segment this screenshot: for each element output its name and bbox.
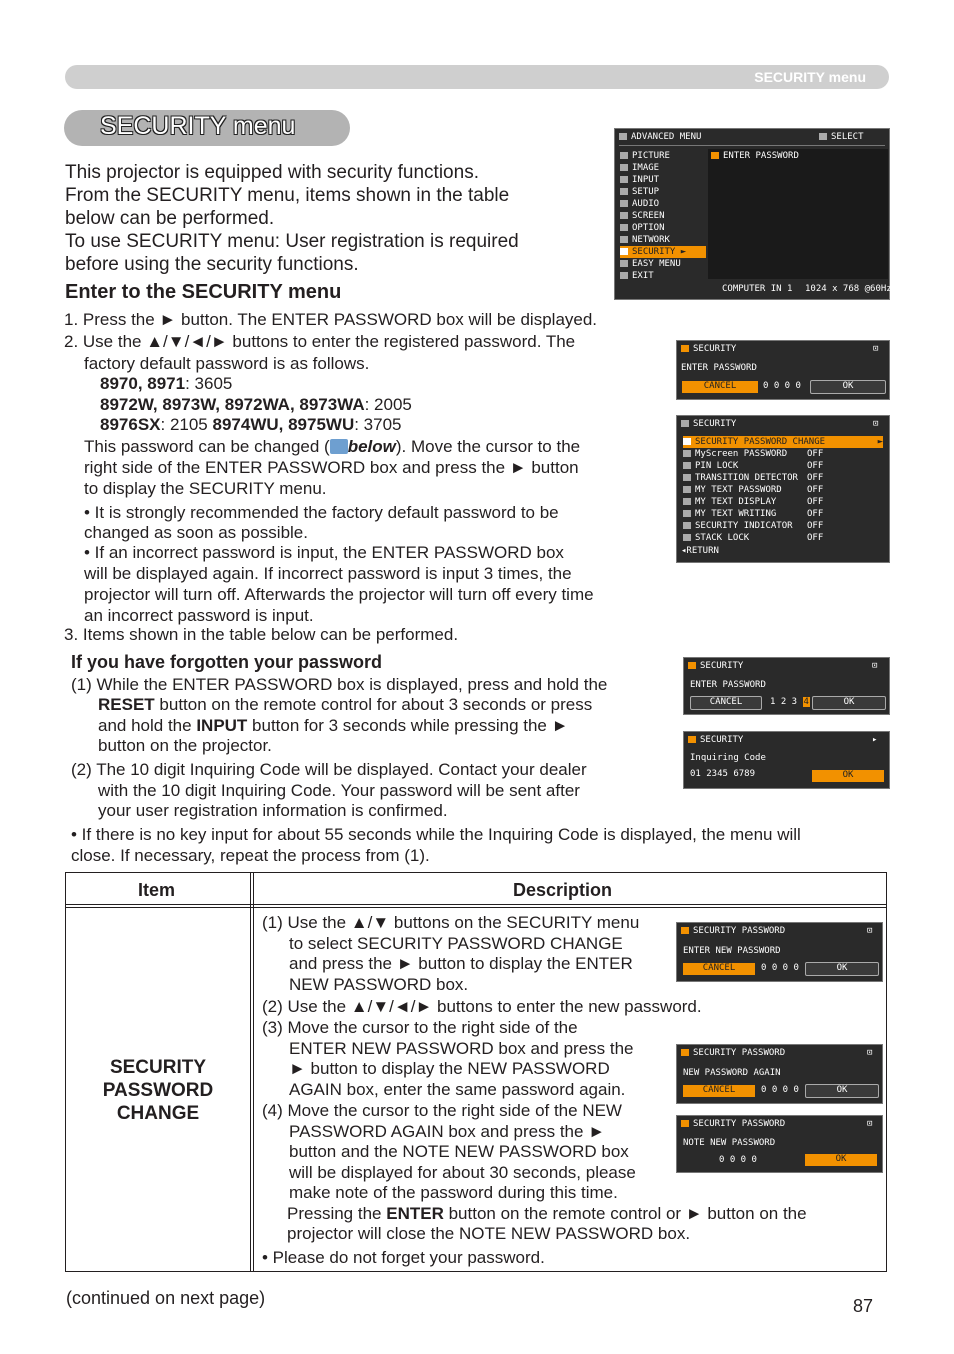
intro-line: To use SECURITY menu: User registration is required (65, 231, 519, 252)
adv-item-label: EXIT (632, 271, 654, 281)
menu-icon (619, 133, 627, 140)
adv-item-label: SETUP (632, 187, 660, 197)
cancel-button[interactable]: CANCEL (690, 696, 762, 710)
scr-label: Inquiring Code (690, 753, 766, 763)
adv-select-text: SELECT (831, 132, 864, 142)
exit-icon: ⊡ (872, 661, 878, 671)
return-label: RETURN (686, 546, 719, 556)
sec-item-label: TRANSITION DETECTOR (695, 473, 798, 483)
cancel-button[interactable]: CANCEL (682, 381, 758, 393)
change-line-2: right side of the ENTER PASSWORD box and press the ► button (84, 458, 579, 477)
input-icon (620, 176, 628, 183)
scr-title (681, 344, 736, 354)
pin-icon (683, 462, 691, 469)
cancel-button[interactable]: CANCEL (683, 1085, 755, 1097)
intro-paragraph (65, 161, 519, 276)
desc-line: button and the NOTE NEW PASSWORD box (289, 1142, 629, 1161)
adv-item-label: SECURITY (632, 247, 676, 257)
image-icon (620, 164, 628, 171)
col-desc-header: Description (513, 880, 613, 900)
note-new-password-screenshot (676, 1115, 883, 1173)
option-icon (620, 224, 628, 231)
adv-title (619, 132, 701, 142)
scr-title-text: SECURITY PASSWORD (693, 1048, 786, 1058)
key-icon (683, 438, 691, 445)
input-key: INPUT (196, 716, 248, 735)
desc-line: will be displayed for about 30 seconds, please (289, 1162, 636, 1182)
scr-label: ENTER PASSWORD (681, 363, 757, 373)
adv-item-label: PICTURE (632, 151, 670, 161)
advanced-menu-screenshot (614, 128, 890, 300)
forgot-note-b: close. If necessary, repeat the process from (1). (71, 846, 430, 865)
intro-line: This projector is equipped with security functions. (65, 162, 479, 183)
lock-icon (681, 927, 689, 934)
sec-item[interactable] (683, 448, 883, 460)
forgot-text: button on the remote control for about 3 seconds or press (154, 695, 593, 714)
sec-item-label: STACK LOCK (695, 533, 750, 543)
forgot-2a: (2) The 10 digit Inquiring Code will be displayed. Contact your dealer (71, 760, 587, 779)
desc-enter-note-2: projector will close the NOTE NEW PASSWORD box. (287, 1224, 691, 1243)
desc-step-3 (262, 1018, 634, 1100)
inquiring-code-screenshot (683, 731, 890, 789)
adv-item[interactable] (620, 174, 706, 186)
note-2d: an incorrect password is input. (84, 606, 314, 625)
table-column-separator (250, 872, 254, 1272)
scr-title (681, 1119, 785, 1129)
scr-title-text: SECURITY (693, 419, 737, 429)
audio-icon (620, 200, 628, 207)
page-title: SECURITY menu (100, 112, 296, 140)
divider (619, 145, 885, 146)
shield-icon (681, 420, 689, 427)
password-digits[interactable]: 0 0 0 0 (761, 1085, 799, 1095)
password: : 3605 (185, 374, 233, 393)
step-1: 1. Press the ► button. The ENTER PASSWORD box will be displayed. (64, 310, 598, 329)
lock-icon (688, 662, 696, 669)
adv-select (819, 132, 864, 142)
digit-cursor[interactable]: 4 (803, 697, 809, 707)
desc-text: button on the remote control or ► button on the (443, 1204, 807, 1223)
exit-icon: ⊡ (873, 419, 879, 429)
desc-line: NEW PASSWORD box. (289, 974, 469, 994)
password: : 2005 (364, 395, 412, 414)
book-icon (330, 439, 348, 454)
scr-title (681, 1048, 785, 1058)
desc-line: ENTER NEW PASSWORD box and press the (289, 1038, 634, 1058)
intro-line: From the SECURITY menu, items shown in the table (65, 185, 510, 206)
enter-new-password-screenshot (676, 922, 883, 982)
security-list (683, 436, 883, 544)
stack-lock-icon (683, 534, 691, 541)
scr-label: NOTE NEW PASSWORD (683, 1138, 776, 1148)
forgot-2c: your user registration information is confirmed. (98, 801, 448, 820)
forgot-text: and hold the (98, 716, 197, 735)
scr-title (688, 735, 743, 745)
note-2c: projector will turn off. Afterwards the projector will turn off every time (84, 585, 594, 604)
sec-item-label: MyScreen PASSWORD (695, 449, 788, 459)
transition-icon (683, 474, 691, 481)
adv-item[interactable] (620, 210, 706, 222)
lock-icon (711, 152, 719, 159)
desc-text: Pressing the (287, 1204, 387, 1223)
adv-right-text: ENTER PASSWORD (723, 151, 799, 161)
forgot-1a: (1) While the ENTER PASSWORD box is displayed, press and hold the (71, 675, 608, 694)
scr-title (681, 926, 785, 936)
exit-icon: ⊡ (873, 344, 879, 354)
adv-item[interactable] (620, 162, 706, 174)
password-line-3 (100, 414, 402, 435)
cancel-button[interactable]: CANCEL (683, 963, 755, 975)
sec-item[interactable] (683, 508, 883, 520)
table-header-separator (65, 904, 887, 908)
sec-item-label: SECURITY INDICATOR (695, 521, 793, 531)
desc-step-4 (262, 1101, 636, 1204)
desc-line: and press the ► button to display the ENTER (289, 954, 633, 973)
myscreen-icon (683, 450, 691, 457)
adv-status-input: COMPUTER IN 1 (722, 284, 793, 294)
reset-key: RESET (98, 695, 155, 714)
password-digits[interactable] (770, 697, 810, 707)
scr-title (688, 661, 743, 671)
adv-item-label: INPUT (632, 175, 660, 185)
continued-note: (continued on next page) (66, 1288, 266, 1308)
intro-line: below can be performed. (65, 208, 275, 229)
desc-step-2: (2) Use the ▲/▼/◄/► buttons to enter the new password. (262, 997, 702, 1016)
scr-label: NEW PASSWORD AGAIN (683, 1068, 781, 1078)
enter-heading: Enter to the SECURITY menu (65, 281, 342, 303)
ok-button[interactable]: OK (805, 1084, 879, 1098)
password-digits: 0 0 0 0 (719, 1155, 757, 1165)
sec-item-label: MY TEXT WRITING (695, 509, 777, 519)
password-line-2 (100, 394, 412, 415)
sec-item-label: SECURITY PASSWORD CHANGE (695, 437, 826, 447)
desc-step-1 (262, 913, 639, 995)
sec-item[interactable] (683, 484, 883, 496)
sec-item[interactable] (683, 520, 883, 532)
screen-icon (620, 212, 628, 219)
page-number: 87 (853, 1296, 874, 1316)
ok-button[interactable]: OK (805, 962, 879, 976)
return-item[interactable]: ◂RETURN (681, 546, 719, 556)
exit-icon (620, 272, 628, 279)
new-password-again-screenshot (676, 1044, 883, 1104)
desc-line: AGAIN box, enter the same password again. (289, 1079, 626, 1099)
scr-title-text: SECURITY (700, 661, 744, 671)
scr-label: ENTER PASSWORD (690, 680, 766, 690)
password: : 2105 (160, 415, 213, 434)
adv-item[interactable] (620, 222, 706, 234)
item-security-password-change (66, 1056, 250, 1125)
text-writing-icon (683, 510, 691, 517)
adv-item[interactable] (620, 198, 706, 210)
scr-title (681, 419, 736, 429)
desc-line: to select SECURITY PASSWORD CHANGE (289, 933, 623, 953)
exit-icon: ⊡ (867, 926, 873, 936)
adv-item-label: SCREEN (632, 211, 665, 221)
sec-item-value: OFF (807, 509, 824, 519)
lock-icon (681, 1120, 689, 1127)
sec-item-value: OFF (807, 521, 824, 531)
step-3: 3. Items shown in the table below can be performed. (64, 625, 459, 644)
forgot-text: button for 3 seconds while pressing the ► (247, 716, 569, 735)
password: : 3705 (354, 415, 402, 434)
indicator-icon (683, 522, 691, 529)
scr-title-text: SECURITY PASSWORD (693, 926, 786, 936)
note-2a: • If an incorrect password is input, the ENTER PASSWORD box (84, 543, 564, 562)
enter-password-screenshot (676, 340, 890, 400)
desc-enter-note (287, 1203, 807, 1224)
scr-title-text: SECURITY (700, 735, 744, 745)
forgot-1b (98, 694, 592, 715)
note-2b: will be displayed again. If incorrect password is input 3 times, the (84, 564, 572, 583)
adv-item-label: IMAGE (632, 163, 660, 173)
sec-item-value: OFF (807, 473, 824, 483)
models: 8974WU, 8975WU (212, 415, 355, 434)
security-menu-screenshot (676, 415, 890, 563)
enter-password-reset-screenshot (683, 657, 890, 715)
enter-key: ENTER (386, 1204, 444, 1223)
lock-icon (681, 1049, 689, 1056)
lock-icon (688, 736, 696, 743)
password-line-1 (100, 373, 232, 394)
adv-item-label: NETWORK (632, 235, 670, 245)
ok-button[interactable]: OK (805, 1154, 877, 1166)
sec-item-value: OFF (807, 497, 824, 507)
exit-icon: ⊡ (867, 1119, 873, 1129)
sec-item-label: MY TEXT PASSWORD (695, 485, 782, 495)
forgot-2b: with the 10 digit Inquiring Code. Your password will be sent after (98, 781, 580, 800)
forgot-heading: If you have forgotten your password (71, 652, 383, 672)
ok-button[interactable]: OK (812, 770, 884, 782)
sec-item-value: OFF (807, 533, 824, 543)
adv-item-selected[interactable]: SECURITY ► (620, 246, 706, 258)
desc-line: PASSWORD AGAIN box and press the ► (289, 1121, 606, 1141)
sec-item-value: OFF (807, 449, 824, 459)
note-1b: changed as soon as possible. (84, 523, 308, 542)
header-section-title: SECURITY menu (754, 69, 866, 85)
picture-icon (620, 152, 628, 159)
adv-right-panel (708, 149, 888, 279)
password-digits[interactable]: 0 0 0 0 (761, 963, 799, 973)
models: 8976SX (100, 415, 161, 434)
models: 8970, 8971 (100, 374, 186, 393)
text-password-icon (683, 486, 691, 493)
col-item-header: Item (138, 880, 176, 900)
text-display-icon (683, 498, 691, 505)
item-line: SECURITY (109, 1057, 207, 1078)
change-line-3: to display the SECURITY menu. (84, 479, 327, 498)
desc-line: (1) Use the ▲/▼ buttons on the SECURITY menu (262, 913, 640, 932)
adv-item-label: AUDIO (632, 199, 660, 209)
exit-icon: ▸ (872, 735, 878, 745)
adv-item-label: OPTION (632, 223, 665, 233)
note-1a: • It is strongly recommended the factory default password to be (84, 503, 559, 522)
setup-icon (620, 188, 628, 195)
adv-item[interactable] (620, 150, 706, 162)
sec-item[interactable] (683, 496, 883, 508)
scr-title-text: SECURITY PASSWORD (693, 1119, 786, 1129)
sec-item-label: PIN LOCK (695, 461, 739, 471)
sec-item-value: OFF (807, 485, 824, 495)
shield-icon (620, 248, 628, 255)
forgot-1c (98, 715, 568, 736)
lock-icon (681, 345, 689, 352)
password-digits[interactable]: 0 0 0 0 (763, 381, 801, 391)
change-text: This password can be changed ( (84, 437, 330, 456)
select-icon (819, 133, 827, 140)
adv-item-label: EASY MENU (632, 259, 681, 269)
sec-item[interactable] (683, 460, 883, 472)
adv-item[interactable] (620, 270, 706, 282)
sec-item-label: MY TEXT DISPLAY (695, 497, 777, 507)
scr-title-text: SECURITY (693, 344, 737, 354)
sec-item[interactable] (683, 472, 883, 484)
adv-item[interactable] (620, 258, 706, 270)
desc-line: make note of the password during this time. (289, 1183, 618, 1202)
network-icon (620, 236, 628, 243)
desc-line: (3) Move the cursor to the right side of the (262, 1018, 578, 1037)
sec-item[interactable] (683, 532, 883, 544)
ok-button[interactable]: OK (812, 696, 886, 710)
forgot-note-a: • If there is no key input for about 55 seconds while the Inquiring Code is displayed, the menu will (71, 825, 801, 844)
item-line: PASSWORD (102, 1080, 214, 1101)
adv-right-item (711, 151, 799, 161)
models: 8972W, 8973W, 8972WA, 8973WA (100, 395, 365, 414)
desc-line: ► button to display the NEW PASSWORD (289, 1059, 610, 1078)
sec-item-value: OFF (807, 461, 824, 471)
adv-item[interactable] (620, 234, 706, 246)
ok-button[interactable]: OK (810, 380, 886, 394)
scr-label: ENTER NEW PASSWORD (683, 946, 781, 956)
change-text: ). Move the cursor to the (395, 437, 581, 456)
step-2b: factory default password is as follows. (84, 354, 370, 373)
easy-menu-icon (620, 260, 628, 267)
digits-text: 1 2 3 (770, 697, 798, 707)
step-2a: 2. Use the ▲/▼/◄/► buttons to enter the registered password. The (64, 332, 576, 351)
adv-status-res: 1024 x 768 @60Hz (805, 284, 892, 294)
desc-reminder: • Please do not forget your password. (262, 1248, 545, 1267)
sec-item-selected[interactable]: SECURITY PASSWORD CHANGE ► (683, 436, 883, 448)
adv-item[interactable] (620, 186, 706, 198)
inquiring-code-value: 01 2345 6789 (690, 769, 756, 779)
exit-icon: ⊡ (867, 1048, 873, 1058)
adv-title-text: ADVANCED MENU (631, 132, 702, 142)
forgot-1d: button on the projector. (98, 736, 272, 755)
below-link[interactable]: below (347, 437, 396, 456)
change-line-1 (84, 436, 580, 457)
item-line: CHANGE (116, 1103, 200, 1124)
adv-menu-list (620, 150, 706, 282)
intro-line: before using the security functions. (65, 254, 359, 275)
desc-line: (4) Move the cursor to the right side of the NEW (262, 1101, 622, 1120)
